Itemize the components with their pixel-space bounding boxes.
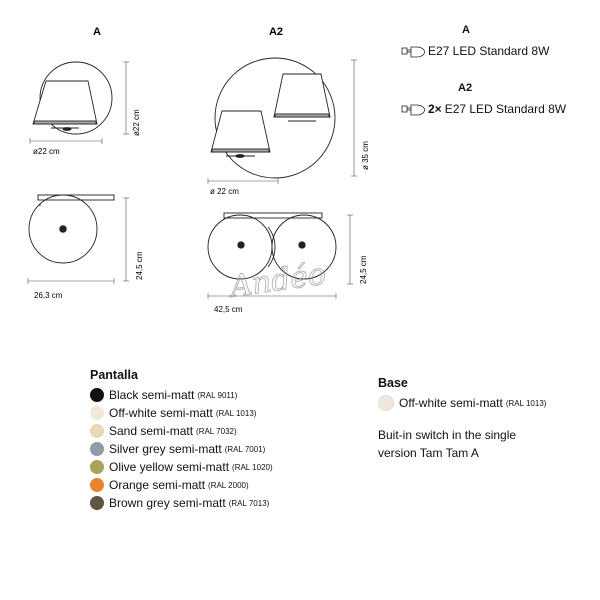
label-a2: A2 (268, 26, 284, 38)
spec-a-line (428, 44, 549, 58)
spec-a2-title: A2 (458, 82, 473, 94)
dim-a-side-width: ø22 cm (33, 147, 60, 156)
pantalla-color-name: Olive yellow semi-matt (109, 460, 230, 474)
pantalla-swatch-row (90, 386, 273, 404)
pantalla-color-name: Sand semi-matt (109, 424, 194, 438)
base-color-name: Off-white semi-matt (399, 396, 503, 410)
color-swatch (90, 496, 104, 510)
pantalla-swatch-row (90, 494, 273, 512)
base-swatch-row (378, 394, 546, 412)
base-title: Base (378, 376, 408, 390)
pantalla-color-name: Orange semi-matt (109, 478, 206, 492)
pantalla-color-ral: (RAL 2000) (208, 480, 249, 490)
base-note (378, 426, 546, 462)
pantalla-swatch-row (90, 422, 273, 440)
color-swatch (90, 388, 104, 402)
pantalla-color-ral: (RAL 1013) (215, 408, 257, 418)
pantalla-color-ral: (RAL 9011) (197, 390, 238, 400)
color-swatch (90, 460, 104, 474)
pantalla-list (90, 386, 273, 512)
pantalla-color-name: Off-white semi-matt (109, 406, 213, 420)
color-swatch (90, 406, 104, 420)
pantalla-color-name: Silver grey semi-matt (109, 442, 222, 456)
base-note-line-2: version Tam Tam A (378, 446, 479, 460)
dim-a-front-height: 24,5 cm (135, 251, 144, 280)
pantalla-swatch-row (90, 458, 273, 476)
pantalla-title: Pantalla (90, 368, 138, 382)
color-swatch (90, 478, 104, 492)
spec-a-text: E27 LED Standard 8W (428, 44, 550, 58)
color-swatch (90, 442, 104, 456)
spec-a-title: A (462, 24, 470, 36)
pantalla-color-name: Brown grey semi-matt (109, 496, 226, 510)
spec-a2-qty: 2× (428, 102, 442, 116)
bulb-icon (402, 47, 425, 57)
color-swatch (378, 395, 394, 411)
spec-a2-text: E27 LED Standard 8W (444, 102, 567, 116)
watermark: Andéo (228, 256, 329, 305)
drawing-a-side (33, 62, 112, 134)
label-a: A (93, 26, 101, 38)
dim-a-front-width: 26,3 cm (34, 291, 63, 300)
base-note-line-1: Buit-in switch in the single (378, 428, 517, 442)
dim-a2-front-width: 42,5 cm (214, 305, 243, 314)
drawing-a2-side (211, 58, 335, 178)
pantalla-color-ral: (RAL 7013) (228, 498, 270, 508)
pantalla-swatch-row (90, 440, 273, 458)
color-swatch (90, 424, 104, 438)
pantalla-section (90, 368, 273, 512)
pantalla-color-ral: (RAL 1020) (232, 462, 273, 472)
pantalla-color-ral: (RAL 7032) (196, 426, 237, 436)
drawing-a-front (29, 195, 114, 263)
bulb-icon (402, 105, 425, 115)
dim-a2-side-width: ø 22 cm (210, 187, 239, 196)
spec-a2-line (428, 102, 566, 116)
dim-a2-side-height: ø 35 cm (361, 141, 370, 170)
pantalla-color-ral: (RAL 7001) (224, 444, 266, 454)
dim-a-side-height: ø22 cm (132, 109, 141, 136)
base-section (378, 376, 546, 462)
pantalla-swatch-row (90, 476, 273, 494)
dim-a2-front-height: 24,5 cm (359, 255, 368, 284)
pantalla-swatch-row (90, 404, 273, 422)
dim-a-front (28, 198, 129, 284)
base-color-ral: (RAL 1013) (505, 398, 547, 408)
pantalla-color-name: Black semi-matt (109, 388, 195, 402)
